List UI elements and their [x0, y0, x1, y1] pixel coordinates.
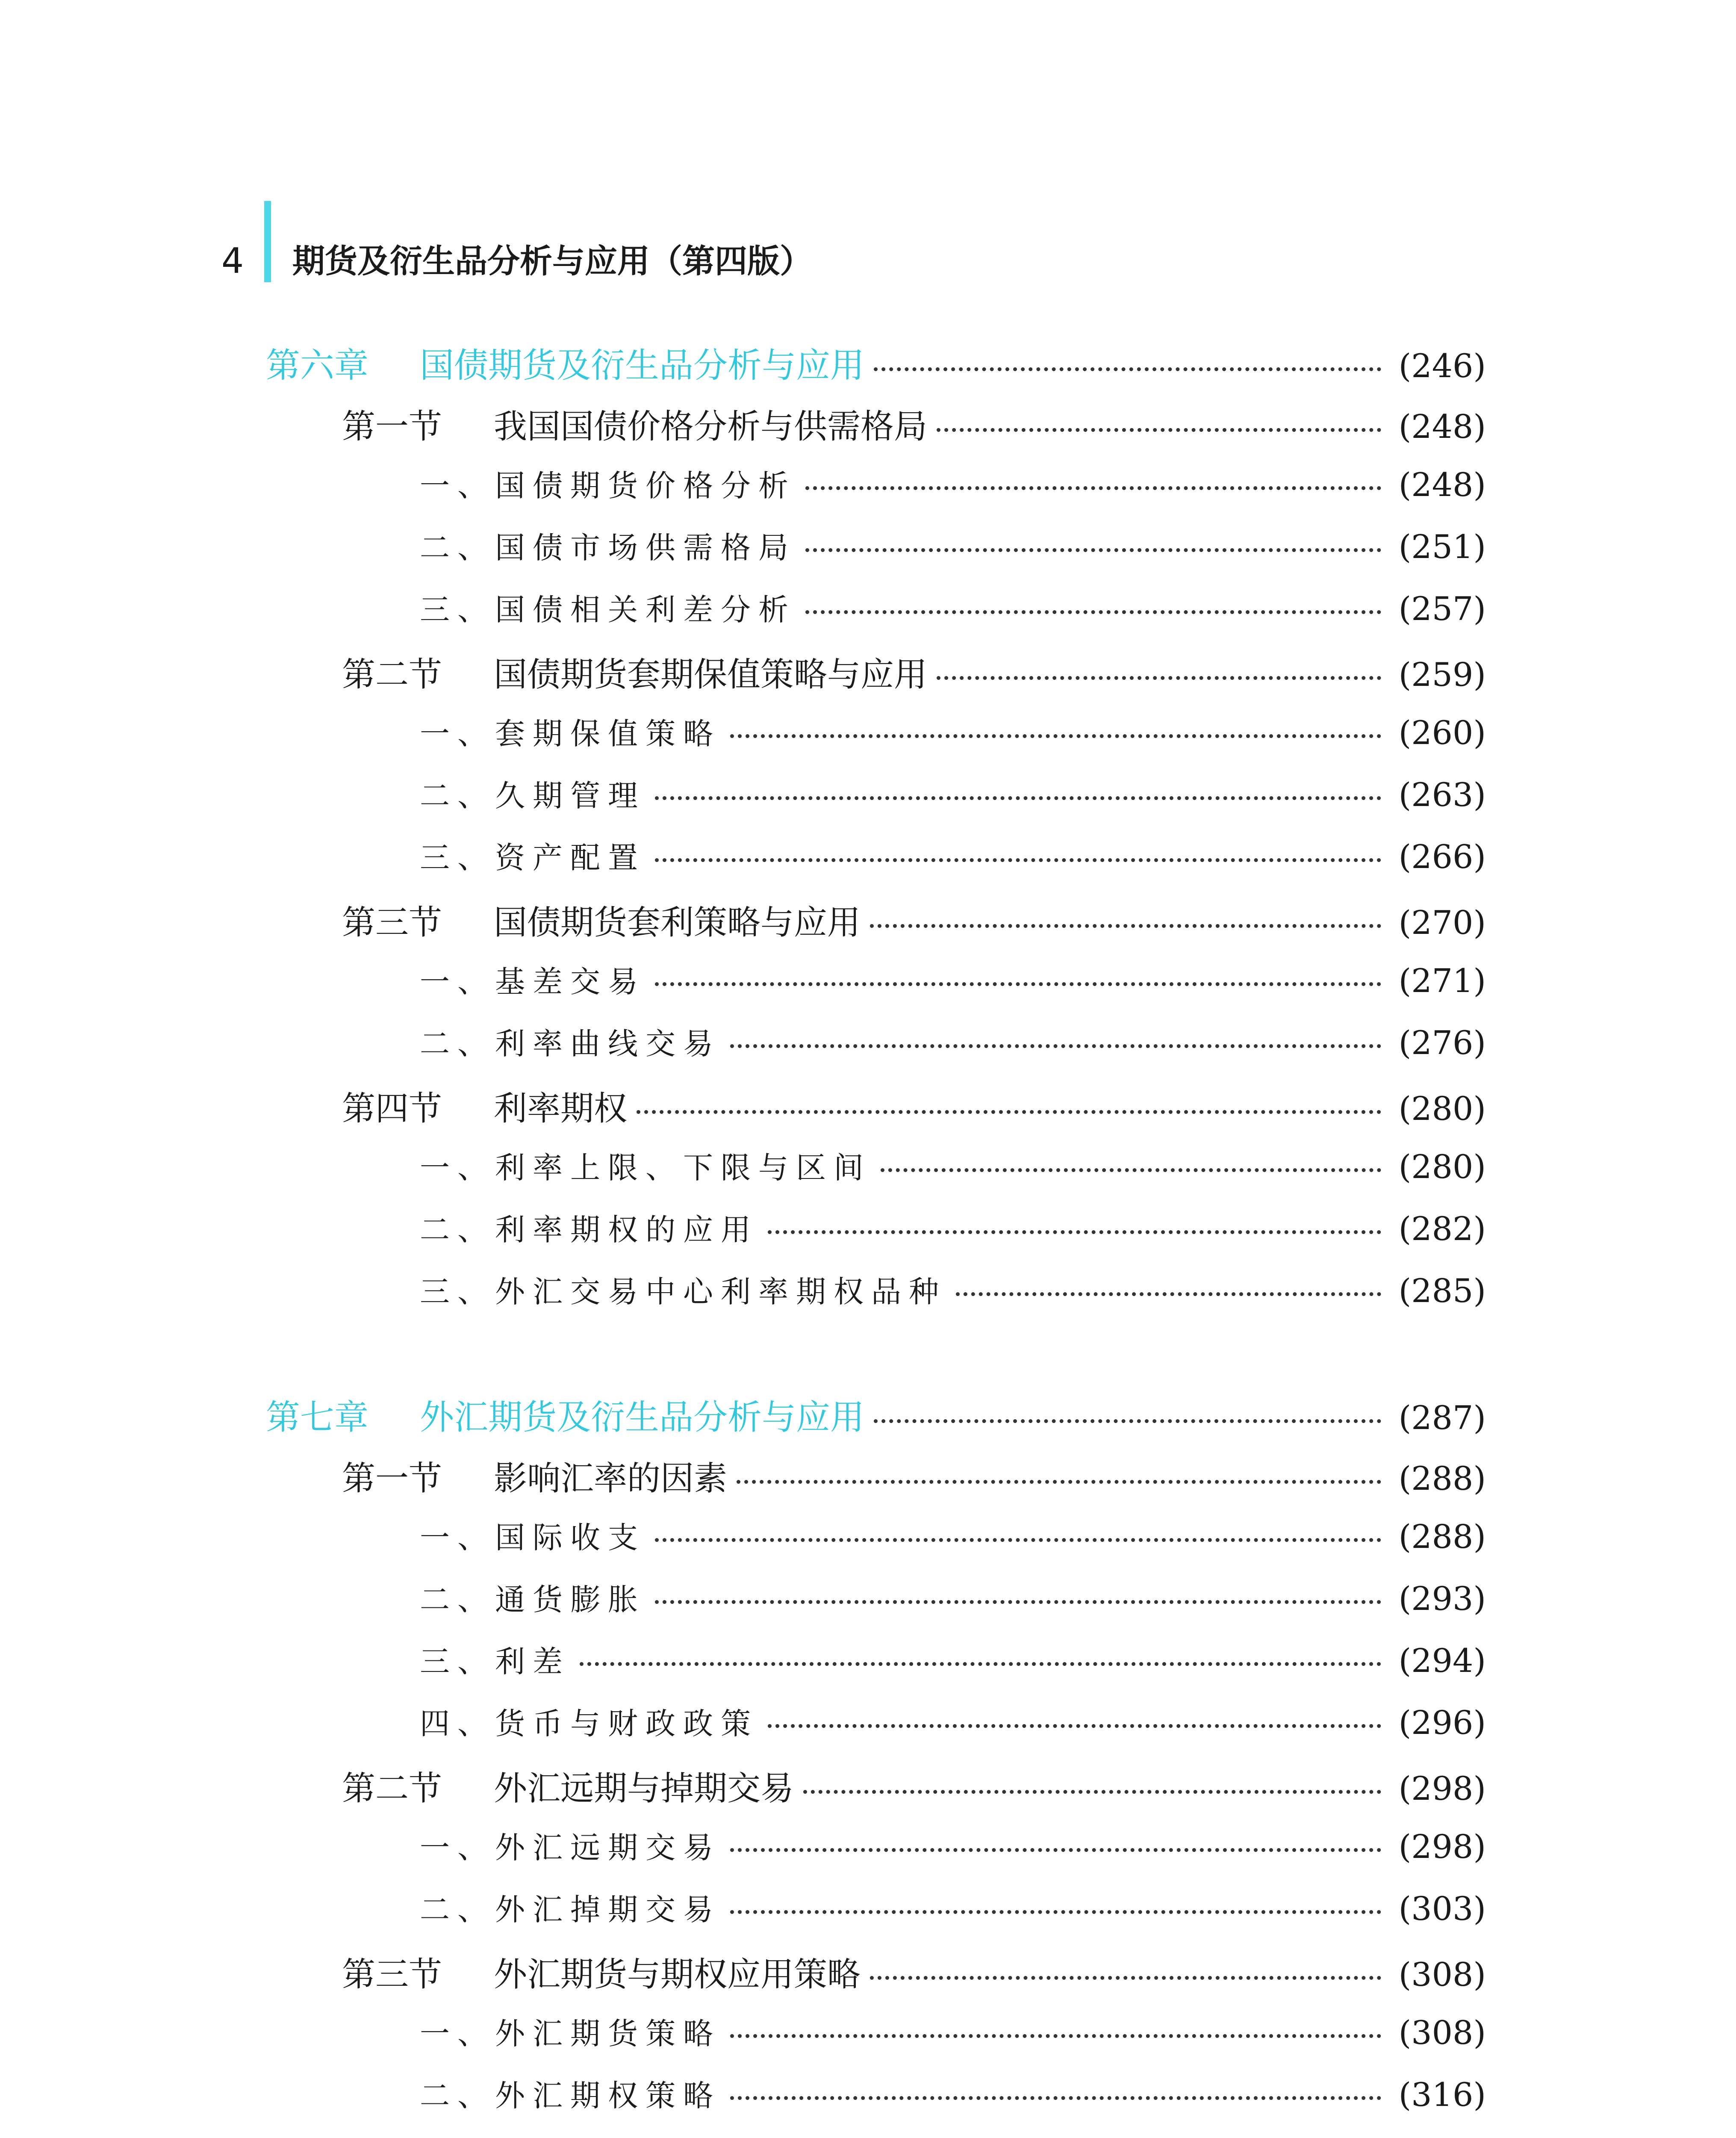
- toc-section-number: [342, 2134, 494, 2138]
- toc-item-title: 二、利率期权的应用: [420, 1212, 758, 1247]
- dot-leader: [870, 1976, 1381, 1980]
- dot-leader: [655, 796, 1381, 800]
- toc-item-title: 一、套期保值策略: [420, 716, 721, 751]
- toc-entry-label: [420, 2010, 721, 2053]
- dot-leader: [730, 1848, 1381, 1852]
- toc-page-number: (280): [1398, 1090, 1486, 1128]
- toc-page-number: (282): [1398, 1210, 1486, 1248]
- toc-item-row[interactable]: [420, 1514, 1486, 1556]
- toc-entry-label: [420, 958, 645, 1001]
- dot-leader: [655, 1538, 1381, 1542]
- toc-chapter-title: 外汇期货及衍生品分析与应用: [420, 1397, 864, 1437]
- toc-page-number: (316): [1398, 2076, 1486, 2114]
- toc-section-title: 国债期货套期保值策略与应用: [494, 656, 928, 694]
- toc-page-number: (296): [1398, 1704, 1486, 1742]
- toc-section-title: 外汇期货与期权应用策略: [494, 1955, 861, 1994]
- toc-section-row[interactable]: [342, 1452, 1486, 1498]
- toc-item-row[interactable]: [420, 772, 1486, 815]
- toc-page-number: (280): [1398, 1148, 1486, 1186]
- toc-item-title: 三、利差: [420, 1644, 570, 1679]
- toc-page-number: (271): [1398, 962, 1486, 1000]
- dot-leader: [874, 1419, 1381, 1423]
- toc-entry-label: [342, 1762, 794, 1810]
- toc-entry-label: [420, 1206, 758, 1249]
- toc-page-number: (288): [1398, 1518, 1486, 1556]
- toc-page-number: (287): [1398, 1399, 1486, 1437]
- dot-leader: [730, 2096, 1381, 2100]
- toc-entry-label: [342, 400, 927, 448]
- toc-page-number: (294): [1398, 1642, 1486, 1680]
- toc-page-number: (303): [1398, 1890, 1486, 1928]
- toc-entry-label: [342, 1452, 727, 1500]
- book-title: 期货及衍生品分析与应用（第四版）: [292, 242, 812, 280]
- toc-item-row[interactable]: [420, 586, 1486, 629]
- toc-item-title: 一、外汇期货策略: [420, 2016, 721, 2051]
- toc-entry-label: [342, 1948, 861, 1996]
- toc-page-number: (285): [1398, 1272, 1486, 1310]
- toc-section-row[interactable]: [342, 2134, 1486, 2138]
- toc-section-title: 国债期货套利策略与应用: [494, 904, 861, 942]
- toc-entry-label: [420, 524, 796, 567]
- dot-leader: [730, 1910, 1381, 1914]
- page-number: 4: [221, 241, 244, 281]
- dot-leader: [881, 1168, 1381, 1172]
- toc-item-row[interactable]: [420, 2010, 1486, 2052]
- dot-leader: [655, 1600, 1381, 1604]
- toc-chapter-number: 第七章: [266, 1397, 368, 1437]
- toc-item-row[interactable]: [420, 1824, 1486, 1866]
- dot-leader: [870, 924, 1381, 928]
- toc-item-title: 一、外汇远期交易: [420, 1830, 721, 1865]
- toc-page-number: (266): [1398, 838, 1486, 876]
- toc-item-title: 二、利率曲线交易: [420, 1026, 721, 1061]
- toc-item-row[interactable]: [420, 2072, 1486, 2114]
- toc-page-number: (276): [1398, 1024, 1486, 1062]
- toc-section-title: 外汇远期与掉期交易: [494, 1769, 794, 1808]
- toc-item-row[interactable]: [420, 710, 1486, 753]
- toc-section-number: 第四节: [342, 1090, 442, 1128]
- toc-section-number: 第二节: [342, 1769, 442, 1808]
- toc-section-title: 利率期权: [494, 1090, 628, 1128]
- toc-section-title: 影响汇率的因素: [494, 1459, 728, 1498]
- toc-page-number: (270): [1398, 904, 1486, 942]
- toc-item-title: 一、国际收支: [420, 1520, 645, 1555]
- toc-entry-label: [420, 1514, 645, 1557]
- toc-page-number: (293): [1398, 1580, 1486, 1618]
- toc-section-number: 第三节: [342, 1955, 442, 1994]
- toc-item-title: 三、资产配置: [420, 840, 645, 875]
- dot-leader: [937, 428, 1381, 432]
- toc-page-number: (308): [1398, 2014, 1486, 2052]
- toc-item-row[interactable]: [420, 1268, 1486, 1311]
- dot-leader: [805, 548, 1381, 552]
- toc-item-title: 四、货币与财政政策: [420, 1706, 758, 1741]
- dot-leader: [730, 1044, 1381, 1048]
- toc-entry-label: [342, 648, 927, 696]
- dot-leader: [730, 734, 1381, 738]
- toc-section-row[interactable]: [342, 400, 1486, 446]
- toc-item-row[interactable]: [420, 462, 1486, 505]
- dot-leader: [730, 2034, 1381, 2038]
- toc-section-number: 第三节: [342, 904, 442, 942]
- toc-entry-label: [342, 2134, 994, 2138]
- dot-leader: [768, 1724, 1381, 1728]
- toc-entry-label: [420, 1886, 721, 1929]
- toc-entry-label: [420, 1576, 645, 1619]
- toc-page-number: (298): [1398, 1769, 1486, 1807]
- toc-item-title: 一、利率上限、下限与区间: [420, 1150, 871, 1185]
- toc-entry-label: [420, 1700, 758, 1743]
- toc-item-title: 一、国债期货价格分析: [420, 468, 796, 503]
- dot-leader: [580, 1662, 1381, 1666]
- toc-item-title: 二、久期管理: [420, 778, 645, 813]
- dot-leader: [956, 1292, 1381, 1296]
- toc-chapter-title: 国债期货及衍生品分析与应用: [420, 346, 864, 385]
- toc-item-title: 二、外汇掉期交易: [420, 1892, 721, 1927]
- toc-section-row[interactable]: [342, 648, 1486, 694]
- toc-chapter-row[interactable]: [266, 1390, 1486, 1437]
- toc-entry-label: [420, 462, 796, 505]
- toc-item-row[interactable]: [420, 958, 1486, 1001]
- toc-page-number: (298): [1398, 1828, 1486, 1866]
- toc-entry-label: [420, 1824, 721, 1867]
- toc-entry-label: [420, 1020, 721, 1063]
- toc-page-number: (257): [1398, 590, 1486, 628]
- toc-page-number: (248): [1398, 466, 1486, 504]
- dot-leader: [637, 1110, 1381, 1114]
- toc-section-number: 第二节: [342, 656, 442, 694]
- dot-leader: [805, 610, 1381, 614]
- toc-entry-label: [420, 586, 796, 629]
- toc-item-title: 三、外汇交易中心利率期权品种: [420, 1274, 946, 1309]
- toc-item-row[interactable]: [420, 1886, 1486, 1928]
- toc-section-number: 第一节: [342, 1459, 442, 1498]
- toc-entry-label: [342, 1082, 627, 1130]
- toc-section-row[interactable]: [342, 1082, 1486, 1128]
- dot-leader: [874, 367, 1381, 371]
- toc-item-row[interactable]: [420, 1700, 1486, 1742]
- dot-leader: [805, 486, 1381, 490]
- dot-leader: [655, 858, 1381, 862]
- toc-entry-label: [420, 2072, 721, 2115]
- toc-entry-label: [420, 1268, 946, 1311]
- toc-entry-label: [420, 710, 721, 753]
- toc-section-title: 我国国债价格分析与供需格局: [494, 408, 928, 446]
- toc-entry-label: [420, 772, 645, 815]
- dot-leader: [737, 1480, 1381, 1484]
- toc-item-title: 二、通货膨胀: [420, 1582, 645, 1617]
- toc-item-row[interactable]: [420, 1206, 1486, 1249]
- toc-page-number: (260): [1398, 714, 1486, 752]
- toc-page-number: (308): [1398, 1955, 1486, 1993]
- toc-item-row[interactable]: [420, 524, 1486, 567]
- toc-entry-label: [266, 1390, 864, 1439]
- toc-item-row[interactable]: [420, 1638, 1486, 1680]
- toc-section-number: 第一节: [342, 408, 442, 446]
- dot-leader: [655, 982, 1381, 986]
- toc-item-title: 一、基差交易: [420, 964, 645, 999]
- toc-item-title: 二、国债市场供需格局: [420, 530, 796, 565]
- toc-entry-label: [420, 1144, 871, 1187]
- dot-leader: [768, 1230, 1381, 1234]
- toc-item-row[interactable]: [420, 1576, 1486, 1618]
- toc-item-title: 二、外汇期权策略: [420, 2078, 721, 2113]
- dot-leader: [803, 1790, 1381, 1794]
- dot-leader: [937, 676, 1381, 680]
- toc-section-row[interactable]: [342, 1948, 1486, 1994]
- toc-section-row[interactable]: [342, 1762, 1486, 1808]
- toc-entry-label: [420, 834, 645, 877]
- toc-page-number: (246): [1398, 347, 1486, 385]
- toc-page-number: (248): [1398, 408, 1486, 446]
- toc-item-row[interactable]: [420, 1144, 1486, 1187]
- toc-chapter-row[interactable]: [266, 338, 1486, 385]
- toc-entry-label: [420, 1638, 570, 1681]
- toc-page-number: (263): [1398, 776, 1486, 814]
- toc-page-number: (259): [1398, 656, 1486, 694]
- toc-page-number: (251): [1398, 528, 1486, 566]
- toc-item-row[interactable]: [420, 834, 1486, 877]
- toc-entry-label: [342, 896, 861, 944]
- toc-chapter-number: 第六章: [266, 346, 368, 385]
- toc-section-row[interactable]: [342, 896, 1486, 942]
- toc-page-number: (288): [1398, 1459, 1486, 1497]
- toc-item-title: 三、国债相关利差分析: [420, 592, 796, 627]
- toc-entry-label: [266, 338, 864, 387]
- toc-item-row[interactable]: [420, 1020, 1486, 1063]
